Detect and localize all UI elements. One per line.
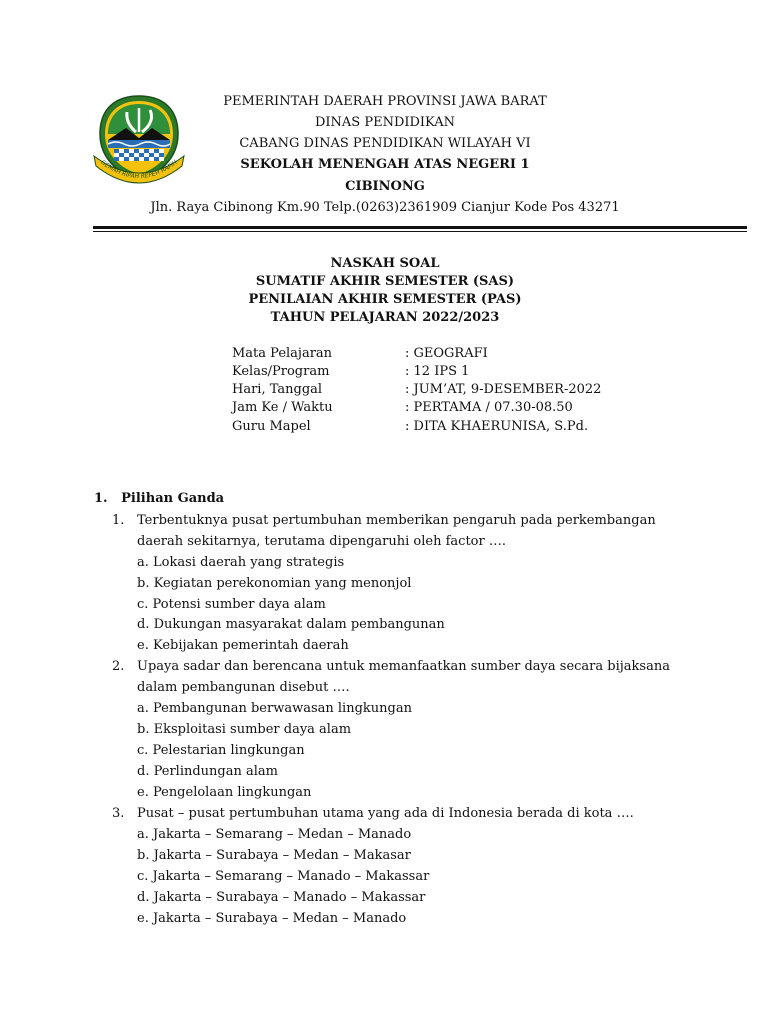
letterhead-branch: CABANG DINAS PENDIDIKAN WILAYAH VI <box>239 136 531 151</box>
question-text: Terbentuknya pusat pertumbuhan memberikan pengaruh pada perkembangan <box>137 513 656 528</box>
answer-option: a. Pembangunan berwawasan lingkungan <box>137 701 412 716</box>
letterhead-government: PEMERINTAH DAERAH PROVINSI JAWA BARAT <box>223 94 547 109</box>
letterhead-divider-thick <box>93 226 747 229</box>
doc-title-2: SUMATIF AKHIR SEMESTER (SAS) <box>255 274 515 289</box>
info-label: Kelas/Program <box>232 364 330 379</box>
section-heading <box>94 491 224 506</box>
answer-option: c. Potensi sumber daya alam <box>137 597 326 612</box>
question-text-cont: dalam pembangunan disebut …. <box>137 680 350 695</box>
info-label: Mata Pelajaran <box>232 346 333 361</box>
question-number: 1. <box>112 513 125 528</box>
letterhead-address: Jln. Raya Cibinong Km.90 Telp.(0263)2361909 Cianjur Kode Pos 43271 <box>150 200 620 215</box>
info-label: Jam Ke / Waktu <box>232 400 333 415</box>
letterhead-agency: DINAS PENDIDIKAN <box>314 115 456 130</box>
letterhead-city: CIBINONG <box>345 179 425 194</box>
svg-text:GEMAH RIPAH REPEH RAPIH: GEMAH RIPAH REPEH RAPIH <box>99 158 179 181</box>
answer-option: b. Kegiatan perekonomian yang menonjol <box>137 576 412 591</box>
answer-option: e. Kebijakan pemerintah daerah <box>137 638 349 653</box>
answer-option: a. Jakarta – Semarang – Medan – Manado <box>137 827 412 842</box>
question-text: Pusat – pusat pertumbuhan utama yang ada di Indonesia berada di kota …. <box>137 806 634 821</box>
question-number: 3. <box>112 806 125 821</box>
answer-option: c. Pelestarian lingkungan <box>137 743 305 758</box>
question-number: 2. <box>112 659 125 674</box>
answer-option: b. Jakarta – Surabaya – Medan – Makasar <box>137 848 411 863</box>
answer-option: b. Eksploitasi sumber daya alam <box>137 722 352 737</box>
doc-title-1: NASKAH SOAL <box>330 256 440 271</box>
info-value: : GEOGRAFI <box>405 346 488 361</box>
info-row <box>232 364 652 382</box>
info-row <box>232 346 652 364</box>
answer-option: d. Dukungan masyarakat dalam pembangunan <box>137 617 445 632</box>
doc-title-4: TAHUN PELAJARAN 2022/2023 <box>270 310 500 325</box>
section-number: 1. <box>94 491 108 506</box>
question-text: Upaya sadar dan berencana untuk memanfaatkan sumber daya secara bijaksana <box>137 659 670 674</box>
answer-option: d. Perlindungan alam <box>137 764 278 779</box>
letterhead-divider-thin <box>93 231 747 232</box>
answer-option: a. Lokasi daerah yang strategis <box>137 555 345 570</box>
section-title: Pilihan Ganda <box>121 491 225 506</box>
info-label: Hari, Tanggal <box>232 382 323 397</box>
info-value: : PERTAMA / 07.30-08.50 <box>405 400 573 415</box>
info-label: Guru Mapel <box>232 419 311 434</box>
info-row <box>232 419 652 437</box>
answer-option: d. Jakarta – Surabaya – Manado – Makassar <box>137 890 426 905</box>
info-value: : 12 IPS 1 <box>405 364 469 379</box>
info-row <box>232 382 652 400</box>
answer-option: e. Jakarta – Surabaya – Medan – Manado <box>137 911 407 926</box>
answer-option: e. Pengelolaan lingkungan <box>137 785 312 800</box>
answer-option: c. Jakarta – Semarang – Manado – Makassar <box>137 869 430 884</box>
info-row <box>232 400 652 418</box>
doc-title-3: PENILAIAN AKHIR SEMESTER (PAS) <box>248 292 522 307</box>
info-value: : DITA KHAERUNISA, S.Pd. <box>405 419 588 434</box>
question-text-cont: daerah sekitarnya, terutama dipengaruhi oleh factor …. <box>137 534 506 549</box>
info-value: : JUM’AT, 9-DESEMBER-2022 <box>405 382 601 397</box>
letterhead-school: SEKOLAH MENENGAH ATAS NEGERI 1 <box>240 157 530 172</box>
